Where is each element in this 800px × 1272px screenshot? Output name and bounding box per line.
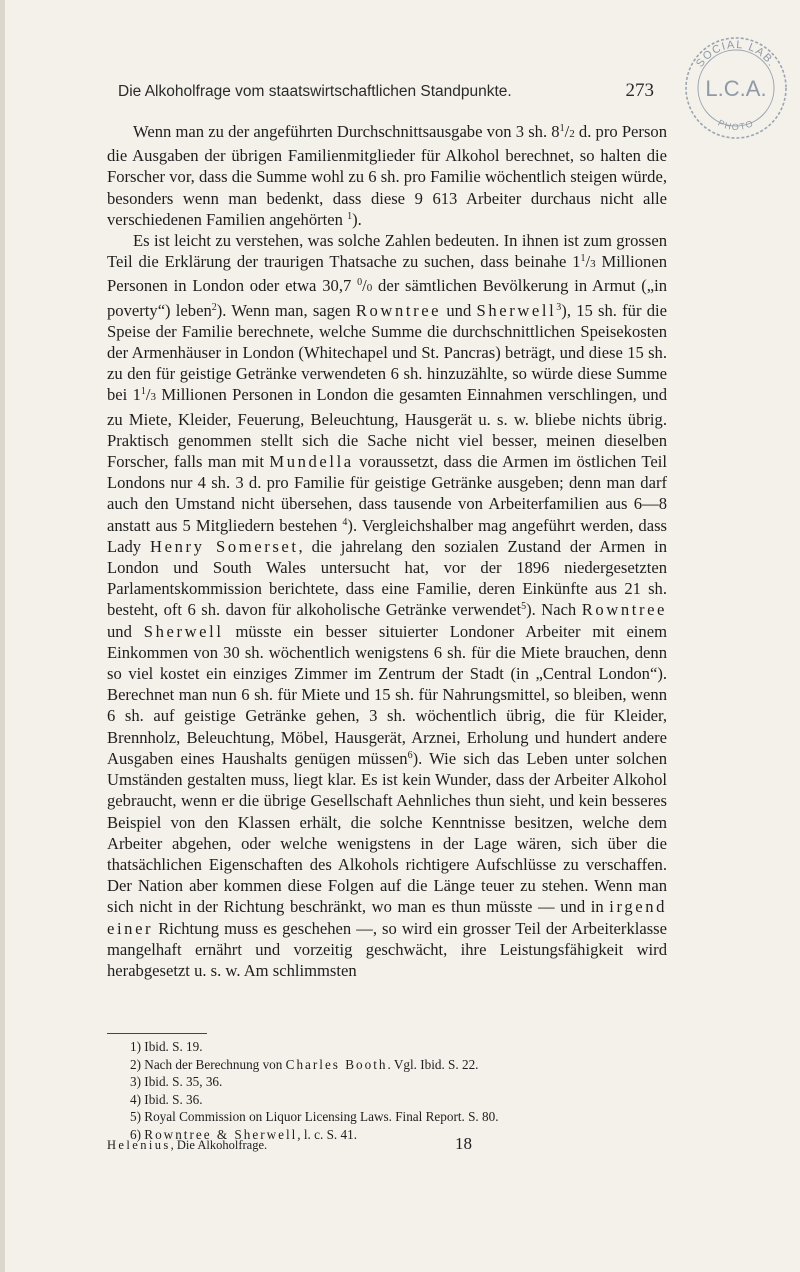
text-run: und bbox=[107, 621, 144, 641]
page-number: 273 bbox=[625, 80, 654, 101]
text-run: ), 15 sh. für die Speise der Familie berechnete, welche Summe die durchschnittlichen Speisekosten der Armenhäuser in London (Whitechapel und St. Pancras) beträgt, und diese 15 sh. zu den für geistige Getränke verwendeten 6 sh. hinzuzählte, so würde diese Summe bei 1 bbox=[107, 300, 668, 405]
stamp-center-text: L.C.A. bbox=[705, 76, 767, 101]
footnote-ref-2: 2 bbox=[211, 301, 217, 313]
text-run: voraussetzt, dass die Armen im östlichen Teil Londons nur 4 sh. 3 d. pro Familie für geistige Getränke ausgeben; denn man darf auch den Umstand nicht übersehen, dass tausende von Arbeiterfamilien aus 6—8 anstatt aus 5 Mitgliedern bestehen bbox=[107, 452, 667, 535]
sheet-signature bbox=[107, 1134, 472, 1154]
fraction-slash: / bbox=[564, 122, 570, 141]
footnote-divider bbox=[107, 1033, 207, 1034]
text-run: müsste ein besser situierter Londoner Arbeiter mit einem Einkommen von 30 sh. wöchentlich wenigstens 6 sh. für die Miete brauchen, denn so viel kostet ein einziges Zimmer im Zentrum der Stadt (in „Central London“). Berechnet man nun 6 sh. für Miete und 15 sh. für Nahrungsmittel, so bleiben, wenn 6 sh. auf geistige Getränke gehen, 3 sh. wöchentlich übrig, die für Kleider, Brennholz, Beleuchtung, Möbel, Hausgerät, Arznei, Erholung und hundert andere Ausgaben eines Haushalts genügen müssen bbox=[107, 621, 667, 768]
signature-title: , Die Alkoholfrage. bbox=[170, 1138, 268, 1152]
percent-denominator: 0 bbox=[366, 282, 373, 295]
text-run: und bbox=[441, 300, 477, 320]
fraction-slash: / bbox=[145, 385, 151, 405]
text-run: der sämtlichen Bevölkerung in Armut („in poverty“) leben bbox=[107, 276, 667, 320]
footnote-text: Ibid. S. 36. bbox=[144, 1091, 203, 1107]
text-run: , die jahrelang den sozialen Zustand der Armen in London und South Wales untersucht hat, vor der 1896 niedergesetzten Parlamentskommission berichtete, dass eine Familie, deren Einkünfte aus 21 sh. besteht, oft 6 sh. davon für alkoholische Getränke verwendet bbox=[107, 536, 667, 620]
body-text bbox=[107, 121, 667, 981]
author-name-booth: Charles Booth bbox=[285, 1056, 388, 1072]
footnote-number: 4) bbox=[130, 1091, 141, 1107]
text-run: ). Wie sich das Leben unter solchen Umständen gestalten muss, liegt klar. Es ist kein Wunder, dass der Arbeiter Alkohol gebraucht, wenn er die übrige Gesellschaft Aehnliches thun sieht, und kein besseres Beispiel von den Klassen erhält, die solche Kenntnisse besitzen, welche dem Arbeiter abgehen, oder welche wenigstens in der Lage wären, sich über die thatsächlichen Eigenschaften des Alkohols richtigere Aufschlüsse zu verschaffen. Der Nation aber kommen diese Folgen auf die Länge teuer zu stehen. Wenn man sich nicht in der Richtung beschränkt, wo man es thun müsste — und in bbox=[107, 748, 667, 917]
footnote-number: 3) bbox=[130, 1074, 141, 1090]
percent-numerator: 0 bbox=[357, 277, 363, 289]
footnote-text: Royal Commission on Liquor Licensing Laws. Final Report. S. 80. bbox=[144, 1109, 499, 1125]
svg-text:SOCIAL LAB. bbox=[694, 39, 778, 70]
text-run: Es ist leicht zu verstehen, was solche Zahlen bedeuten. In ihnen ist zum grossen Teil die Erklärung der traurigen Thatsache zu suchen, dass beinahe 1 bbox=[107, 231, 667, 272]
fraction-numerator: 1 bbox=[559, 123, 565, 134]
running-title: Die Alkoholfrage vom staatswirtschaftlichen Standpunkte. bbox=[118, 83, 512, 100]
fraction-denominator: 2 bbox=[569, 128, 575, 140]
fraction-denominator: 3 bbox=[150, 391, 157, 404]
fraction-slash: / bbox=[585, 252, 591, 272]
page-gutter bbox=[0, 0, 5, 1272]
footnote-number: 6) bbox=[130, 1126, 141, 1142]
footnote-5 bbox=[130, 1108, 670, 1126]
signature-author: Helenius bbox=[107, 1138, 171, 1152]
footnote-ref-1: 1 bbox=[347, 210, 353, 222]
fraction-denominator: 3 bbox=[590, 258, 596, 271]
author-name-rowntree: Rowntree bbox=[355, 300, 442, 320]
footnote-text: , l. c. S. 41. bbox=[297, 1126, 358, 1142]
footnotes bbox=[130, 1038, 670, 1144]
text-run: Wenn man zu der angeführten Durchschnittsausgabe von 3 sh. 8 bbox=[133, 122, 560, 141]
emphasis-irgend-einer: irgend einer bbox=[107, 897, 667, 938]
author-name-mundella: Mundella bbox=[269, 452, 354, 472]
footnote-text: Ibid. S. 35, 36. bbox=[144, 1074, 223, 1090]
paragraph-1 bbox=[107, 121, 667, 230]
footnote-number: 1) bbox=[130, 1039, 141, 1054]
text-run: Millionen Personen in London oder etwa 30,7 bbox=[107, 252, 667, 296]
footnote-2 bbox=[130, 1056, 670, 1074]
percent-slash: / bbox=[362, 276, 367, 296]
text-run: Richtung muss es geschehen —, so wird ein grosser Teil der Arbeiterklasse mangelhaft ernährt und vorzeitig geschwächt, ihre Leistungsfähigkeit wird herabgesetzt u. s. w. Am schlimmsten bbox=[107, 918, 667, 980]
footnote-3 bbox=[130, 1073, 670, 1091]
text-run: d. pro Person die Ausgaben der übrigen Familienmitglieder für Alkohol berechnet, so halten die Forscher vor, dass die Summe wohl zu 6 sh. pro Familie wöchentlich steigen würde, besonders wenn man bedenkt, dass diese 9 613 Arbeiter durchaus nicht alle verschiedenen Familien angehörten bbox=[107, 122, 667, 229]
text-run: ). Vergleichshalber mag angeführt werden, dass Lady bbox=[107, 515, 667, 556]
fraction-numerator: 1 bbox=[140, 386, 146, 398]
running-header bbox=[118, 80, 654, 102]
author-name-rowntree-sherwell: Rowntree & Sherwell bbox=[144, 1126, 298, 1142]
author-name-sherwell: Sherwell bbox=[143, 621, 224, 641]
text-run: Millionen Personen in London die gesamten Einnahmen verschlingen, und zu Miete, Kleider, Feuerung, Beleuchtung, Hausgerät u. s. w. bliebe nichts übrig. Praktisch genommen stellt sich die Sache nicht viel besser, meinen dieselben Forscher, falls man mit bbox=[107, 385, 667, 472]
footnote-text: Ibid. S. 19. bbox=[144, 1039, 203, 1054]
stamp-top-text: SOCIAL LAB. bbox=[693, 38, 779, 70]
footnote-number: 2) bbox=[130, 1056, 141, 1072]
footnote-text: . Vgl. Ibid. S. 22. bbox=[387, 1056, 479, 1072]
library-stamp-icon bbox=[678, 30, 794, 146]
svg-text:PHOTO bbox=[716, 118, 755, 132]
footnote-text: Nach der Berechnung von bbox=[144, 1056, 286, 1072]
footnote-1 bbox=[130, 1038, 670, 1056]
author-name-henry-somerset: Henry Somerset bbox=[150, 536, 299, 556]
footnote-ref-6: 6 bbox=[407, 749, 413, 761]
footnote-ref-5: 5 bbox=[521, 601, 527, 613]
text-run: ). Wenn man, sagen bbox=[216, 300, 356, 320]
footnote-number: 5) bbox=[130, 1109, 141, 1125]
text-run: ). bbox=[352, 209, 362, 229]
signature-label bbox=[107, 1138, 267, 1153]
footnote-4 bbox=[130, 1091, 670, 1109]
footnote-ref-3: 3 bbox=[556, 301, 562, 313]
sheet-number: 18 bbox=[455, 1134, 472, 1153]
author-name-rowntree: Rowntree bbox=[581, 600, 667, 620]
author-name-sherwell: Sherwell bbox=[476, 300, 557, 320]
fraction-numerator: 1 bbox=[580, 253, 586, 265]
paragraph-2 bbox=[107, 230, 667, 981]
text-run: ). Nach bbox=[526, 600, 582, 620]
footnote-ref-4: 4 bbox=[342, 516, 348, 528]
stamp-bottom-text: PHOTO bbox=[716, 117, 756, 133]
